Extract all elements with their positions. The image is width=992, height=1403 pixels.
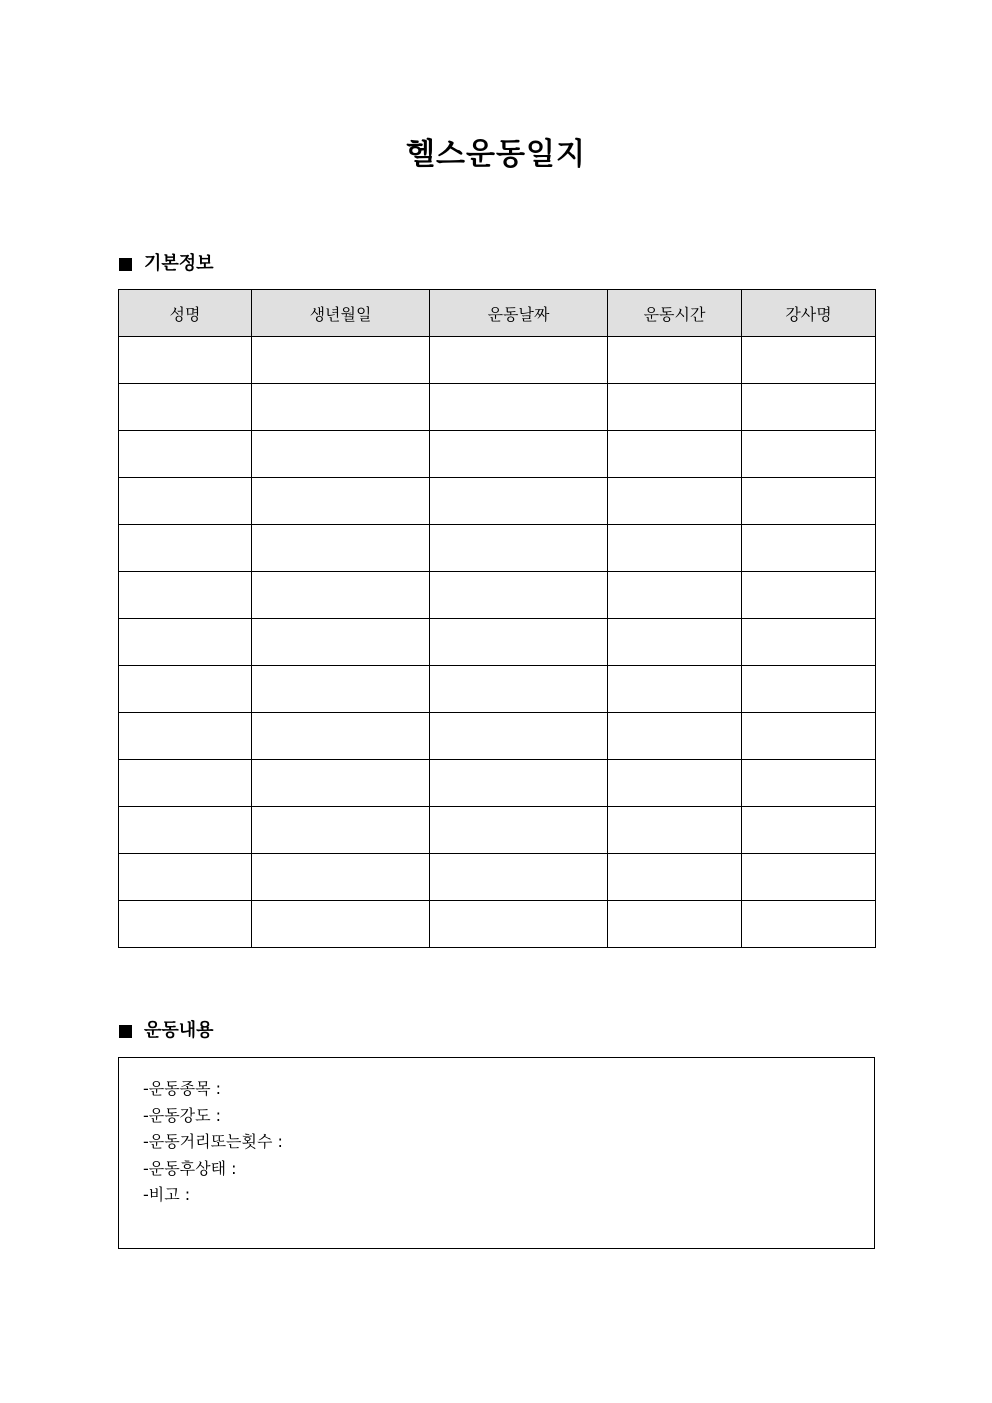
- birthdate-cell[interactable]: [252, 384, 430, 431]
- instructor-cell[interactable]: [742, 854, 876, 901]
- exercise-intensity-line: -운동강도 :: [143, 1105, 222, 1125]
- exercise-date-cell[interactable]: [430, 901, 608, 948]
- table-row: [119, 431, 876, 478]
- birthdate-cell[interactable]: [252, 431, 430, 478]
- table-row: [119, 854, 876, 901]
- birthdate-cell[interactable]: [252, 572, 430, 619]
- name-cell[interactable]: [119, 666, 252, 713]
- instructor-cell[interactable]: [742, 431, 876, 478]
- column-header-name: 성명: [119, 290, 252, 337]
- exercise-time-cell[interactable]: [608, 854, 742, 901]
- exercise-content-lines: [143, 1076, 283, 1209]
- instructor-cell[interactable]: [742, 760, 876, 807]
- instructor-cell[interactable]: [742, 384, 876, 431]
- name-cell[interactable]: [119, 431, 252, 478]
- exercise-content-box: [118, 1057, 875, 1249]
- instructor-cell[interactable]: [742, 619, 876, 666]
- birthdate-cell[interactable]: [252, 525, 430, 572]
- table-row: [119, 901, 876, 948]
- basic-info-table-body: [119, 337, 876, 948]
- birthdate-cell[interactable]: [252, 807, 430, 854]
- table-row: [119, 525, 876, 572]
- name-cell[interactable]: [119, 384, 252, 431]
- table-row: [119, 760, 876, 807]
- table-header-row: [119, 290, 876, 337]
- black-square-icon: [119, 1025, 132, 1038]
- name-cell[interactable]: [119, 337, 252, 384]
- instructor-cell[interactable]: [742, 337, 876, 384]
- exercise-time-cell[interactable]: [608, 525, 742, 572]
- name-cell[interactable]: [119, 807, 252, 854]
- exercise-date-cell[interactable]: [430, 431, 608, 478]
- exercise-time-cell[interactable]: [608, 478, 742, 525]
- exercise-time-cell[interactable]: [608, 713, 742, 760]
- birthdate-cell[interactable]: [252, 901, 430, 948]
- exercise-date-cell[interactable]: [430, 478, 608, 525]
- birthdate-cell[interactable]: [252, 854, 430, 901]
- birthdate-cell[interactable]: [252, 478, 430, 525]
- name-cell[interactable]: [119, 760, 252, 807]
- exercise-date-cell[interactable]: [430, 713, 608, 760]
- exercise-date-cell[interactable]: [430, 525, 608, 572]
- birthdate-cell[interactable]: [252, 713, 430, 760]
- name-cell[interactable]: [119, 619, 252, 666]
- exercise-time-cell[interactable]: [608, 666, 742, 713]
- exercise-date-cell[interactable]: [430, 807, 608, 854]
- exercise-date-cell[interactable]: [430, 572, 608, 619]
- column-header-exercise-time: 운동시간: [608, 290, 742, 337]
- exercise-content-heading: [119, 1019, 214, 1043]
- exercise-date-cell[interactable]: [430, 760, 608, 807]
- birthdate-cell[interactable]: [252, 619, 430, 666]
- basic-info-table: [118, 289, 876, 948]
- column-header-exercise-date: 운동날짜: [430, 290, 608, 337]
- exercise-distance-or-reps-line: -운동거리또는횟수 :: [143, 1132, 283, 1151]
- exercise-time-cell[interactable]: [608, 619, 742, 666]
- instructor-cell[interactable]: [742, 713, 876, 760]
- name-cell[interactable]: [119, 854, 252, 901]
- birthdate-cell[interactable]: [252, 666, 430, 713]
- exercise-date-cell[interactable]: [430, 337, 608, 384]
- exercise-time-cell[interactable]: [608, 760, 742, 807]
- exercise-date-cell[interactable]: [430, 384, 608, 431]
- basic-info-heading-label: 기본정보: [144, 253, 214, 274]
- remarks-line: -비고 :: [143, 1185, 191, 1204]
- exercise-date-cell[interactable]: [430, 666, 608, 713]
- exercise-type-line: -운동종목 :: [143, 1079, 222, 1098]
- table-row: [119, 807, 876, 854]
- table-row: [119, 337, 876, 384]
- table-row: [119, 478, 876, 525]
- table-row: [119, 572, 876, 619]
- black-square-icon: [119, 258, 132, 271]
- exercise-time-cell[interactable]: [608, 901, 742, 948]
- instructor-cell[interactable]: [742, 666, 876, 713]
- name-cell[interactable]: [119, 572, 252, 619]
- name-cell[interactable]: [119, 525, 252, 572]
- table-row: [119, 619, 876, 666]
- birthdate-cell[interactable]: [252, 337, 430, 384]
- name-cell[interactable]: [119, 713, 252, 760]
- instructor-cell[interactable]: [742, 901, 876, 948]
- post-exercise-condition-line: -운동후상태 :: [143, 1158, 237, 1178]
- exercise-date-cell[interactable]: [430, 854, 608, 901]
- instructor-cell[interactable]: [742, 807, 876, 854]
- name-cell[interactable]: [119, 478, 252, 525]
- birthdate-cell[interactable]: [252, 760, 430, 807]
- document-title: 헬스운동일지: [406, 137, 586, 172]
- column-header-instructor: 강사명: [742, 290, 876, 337]
- exercise-time-cell[interactable]: [608, 431, 742, 478]
- instructor-cell[interactable]: [742, 478, 876, 525]
- exercise-time-cell[interactable]: [608, 384, 742, 431]
- exercise-time-cell[interactable]: [608, 572, 742, 619]
- exercise-time-cell[interactable]: [608, 807, 742, 854]
- name-cell[interactable]: [119, 901, 252, 948]
- basic-info-heading: [119, 252, 214, 276]
- column-header-birthdate: 생년월일: [252, 290, 430, 337]
- instructor-cell[interactable]: [742, 572, 876, 619]
- exercise-content-heading-label: 운동내용: [144, 1020, 214, 1041]
- table-row: [119, 384, 876, 431]
- table-row: [119, 666, 876, 713]
- exercise-date-cell[interactable]: [430, 619, 608, 666]
- instructor-cell[interactable]: [742, 525, 876, 572]
- exercise-time-cell[interactable]: [608, 337, 742, 384]
- table-row: [119, 713, 876, 760]
